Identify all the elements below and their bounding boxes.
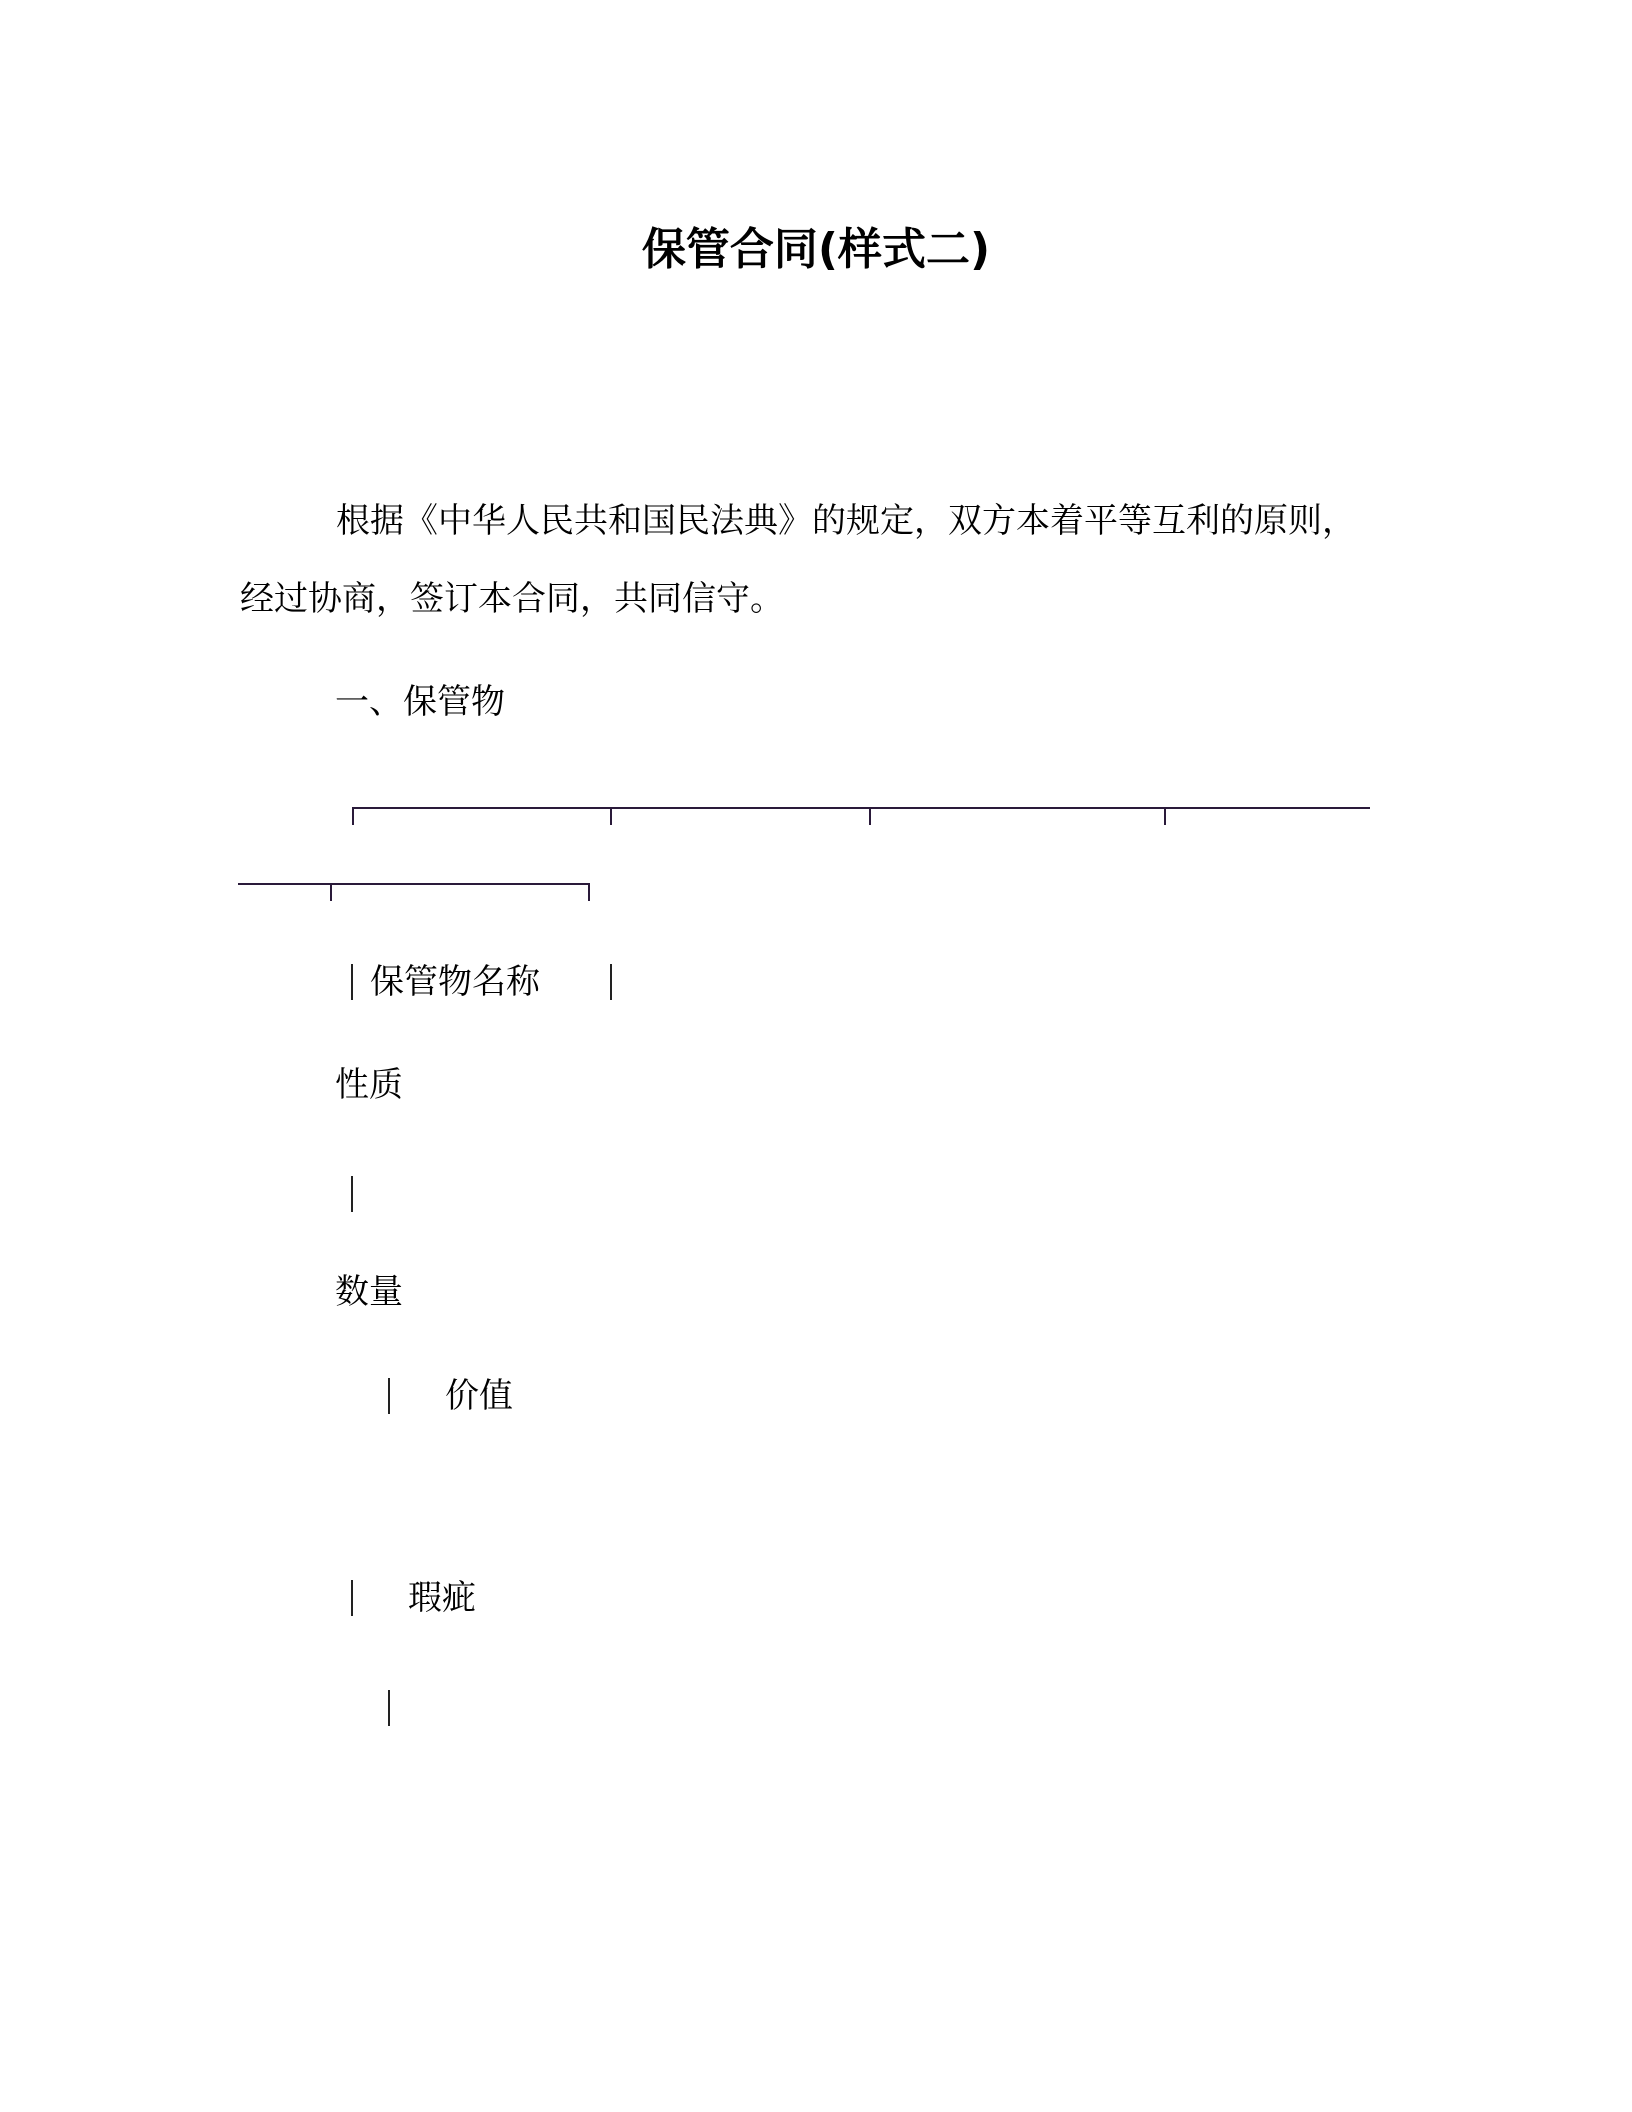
cell-divider: [388, 1378, 390, 1414]
cell-divider: [351, 1580, 353, 1616]
label-defect: 瑕疵: [408, 1578, 476, 1618]
label-nature: 性质: [335, 1065, 403, 1105]
table-rule-line: [352, 807, 1370, 809]
table-column-tick: [869, 807, 871, 825]
table-column-tick: [1164, 807, 1166, 825]
table-column-tick: [588, 883, 590, 901]
cell-divider: [388, 1690, 390, 1726]
document-title: 保管合同(样式二): [641, 224, 991, 275]
cell-divider: [351, 964, 353, 1000]
table-column-tick: [352, 807, 354, 825]
label-value: 价值: [445, 1376, 513, 1416]
table-rule-line: [330, 883, 590, 885]
cell-divider: [351, 1176, 353, 1212]
label-item-name: 保管物名称: [370, 962, 540, 1002]
section-heading-storage-items: 一、保管物: [335, 682, 505, 722]
table-column-tick: [330, 883, 332, 901]
intro-paragraph: 根据《中华人民共和国民法典》的规定，双方本着平等互利的原则，经过协商，签订本合同，共同信守。: [240, 501, 1356, 619]
label-quantity: 数量: [335, 1272, 403, 1312]
table-rule-line: [238, 883, 330, 885]
table-column-tick: [610, 807, 612, 825]
cell-divider: [610, 964, 612, 1000]
